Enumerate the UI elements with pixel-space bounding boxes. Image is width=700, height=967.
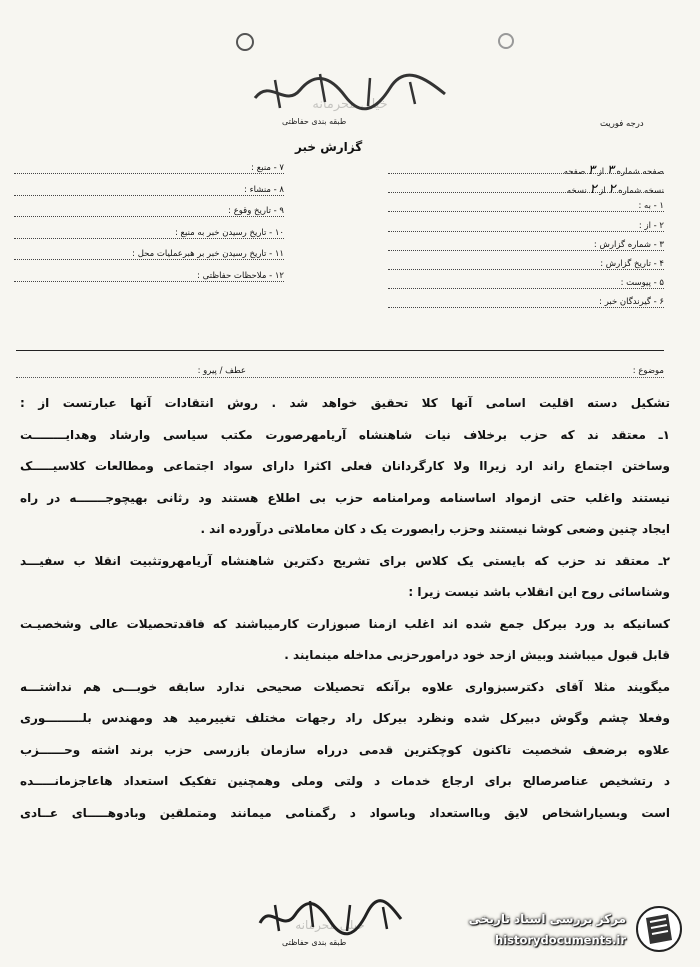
body-line: قابل قبول میباشند وبیش ازحد خود درامورحزبی مداخله مینمایند . [284,648,670,662]
watermark-url: historydocuments.ir [495,933,626,947]
stamp-bottom-text: خیلی محرمانه [295,918,365,932]
field-row [14,268,284,290]
handwritten-stamp-top [250,68,450,116]
field-label: ۲ - از : [636,221,664,231]
watermark-title: مرکز بررسی اسناد تاریخی [468,912,626,926]
sheet-suffix: صفحه [563,167,586,177]
archive-logo-icon [634,904,684,954]
field-label: ۷ - منبع : [248,163,284,173]
reference-label: عطف / پیرو : [197,366,246,376]
field-row [388,256,664,275]
body-line: تشکیل دسته اقلیت اسامی آنها کلا تحقیق خواهد شد . روش انتقادات آنها عبارتست از : [20,396,670,410]
field-row [388,218,664,237]
field-row [388,237,664,256]
field-row [14,246,284,268]
header-fields-left [14,160,284,289]
body-line: ۱ـ معتقد ند که حزب برخلاف نیات شاهنشاه آریامهرصورت مکتب سیاسی وارشاد وهدایــــــــت [20,427,670,442]
punch-hole [498,33,514,49]
copy-of-label: از [599,186,606,197]
body-line: وساختن اجتماع راند ارد زیراا ولا کارگردانان فعلی اکثرا دارای سواد اجتماعی ومطالعات کلاسیـــــک [20,459,670,473]
header-fields-right [388,160,664,314]
body-line: د رتشخیص عناصرصالح برای ارجاع خدمات د ولتی وملی وهمچنین تفکیک استعداد هاعاجزمانـــــده [20,774,670,788]
copy-number-value: ۲ [608,182,616,198]
body-line: میگویند مثلا آقای دکترسبزواری علاوه برآنکه تحصیلات صحیحی ندارد سابقه خوبـــی هم نداشتـــه [20,679,670,694]
report-title: گزارش خبر [295,140,363,154]
sheet-of-label: از [597,167,605,177]
body-line: نیستند واغلب حتی ازمواد اساسنامه ومرامنامه حزب بی اطلاع هستند ود رثانی بهیچوجـــــــه در راه [20,490,670,505]
field-row [388,294,664,313]
classification-label-top: طبقه بندی حفاظتی [282,117,347,126]
sheet-number-value: ۳ [606,163,614,178]
sheet-number-label: صفحه شماره [616,167,664,177]
body-line: علاوه برضعف شخصیت تاکنون کوچکترین قدمی درراه سازمان بازرسی حزب برند اشته وحــــــزب [20,742,670,757]
field-row [14,182,284,204]
field-label: ۱۱ - تاریخ رسیدن خبر بر هبرعملیات محل : [129,249,284,259]
body-line: ۲ـ معتقد ند حزب که بایستی یک کلاس برای تشریح دکترین شاهنشاه آریامهروتثبیت انقلا ب سفیـــد [20,553,670,568]
subject-line [16,364,664,380]
body-line: کسانیکه بد ورد بیرکل جمع شده اند اغلب ازمنا صبوزارت کارمیباشند که فاقدتحصیلات عالی وشخصیـت [20,616,670,631]
field-label: ۱۲ - ملاحظات حفاظتی : [194,271,284,281]
body-line: است وبسیاراشخاص لایق وبااستعداد وباسواد د رگمنامی میمانند ومتملقین وبادوهـــــای عــادی [20,805,670,820]
sheet-number-row [388,160,664,179]
punch-hole [236,33,254,51]
body-line: ایجاد چنین وضعی کوشا نیستند وحزب رابصورت یک د کان معاملاتی درآورده اند . [200,522,670,536]
copy-suffix: نسخه [566,186,587,197]
field-label: ۱۰ - تاریخ رسیدن خبر به منبع : [172,228,284,238]
field-label: ۹ - تاریخ وقوع : [225,206,284,216]
field-label: ۶ - گیرندگان خبر : [596,297,664,307]
header-divider [16,350,664,351]
copy-of-value: ۲ [589,182,597,198]
subject-label: موضوع : [632,366,664,376]
field-label: ۵ - پیوست : [618,278,664,288]
field-row [388,198,664,217]
copy-number-row [388,179,664,198]
field-label: ۳ - شماره گزارش : [591,240,664,250]
field-label: ۸ - منشاء : [241,185,284,195]
field-row [388,275,664,294]
stamp-top-text: خیلی محرمانه [312,97,388,112]
classification-label-bottom: طبقه بندی حفاظتی [282,938,347,947]
copy-number-label: نسخه شماره [618,186,664,197]
report-body [20,388,670,829]
field-row [14,160,284,182]
field-label: ۴ - تاریخ گزارش : [597,259,664,269]
body-line: وشناسائی روح این انقلاب باشد نیست زیرا : [408,585,670,599]
field-label: ۱ - به : [635,201,664,211]
body-line: وفعلا چشم وگوش دبیرکل شده ونظرد بیرکل راد رجهات مختلف تغییرمید هد ومهندس بلـــــــــوری [20,711,670,725]
urgency-label: درجه فوریت [600,119,644,129]
field-row [14,203,284,225]
sheet-of-value: ۳ [588,163,595,178]
field-row [14,225,284,247]
